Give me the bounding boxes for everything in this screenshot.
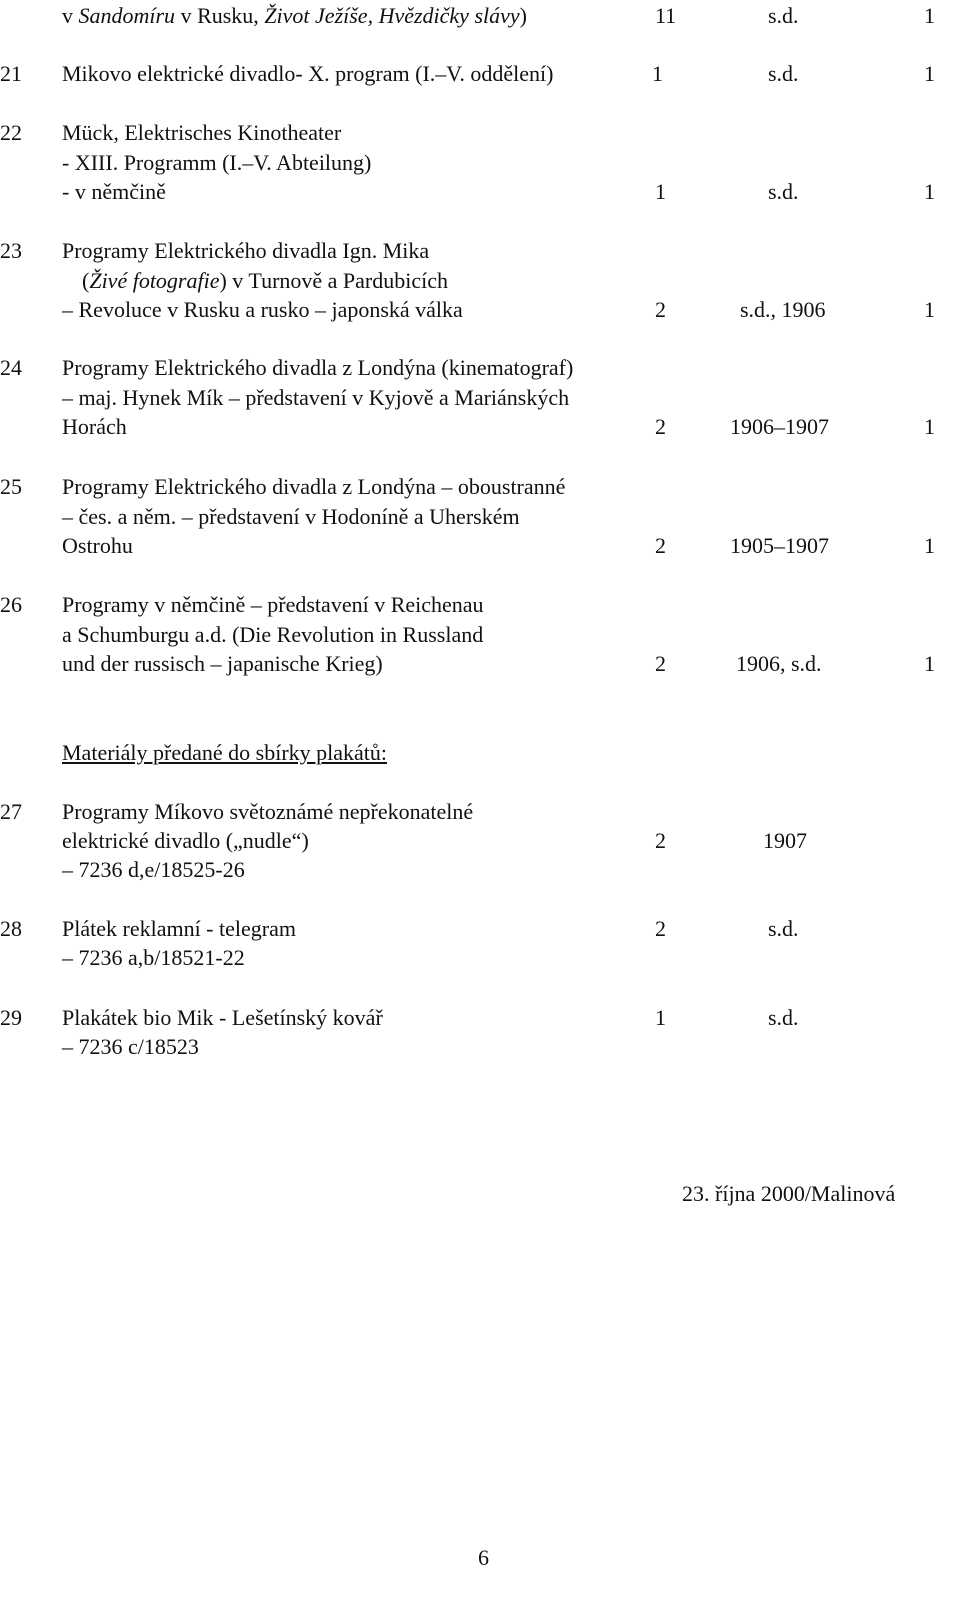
row-26-description-line1: Programy v němčině – představení v Reichenau <box>62 592 484 617</box>
row-26-description-line3: und der russisch – japanische Krieg) <box>62 651 383 676</box>
row-continuation-description: v Sandomíru v Rusku, Život Ježíše, Hvězdičky slávy) <box>62 3 527 28</box>
row-27-description-line2: elektrické divadlo („nudle“) <box>62 828 309 853</box>
row-25-date: 1905–1907 <box>730 533 829 558</box>
row-28-date: s.d. <box>768 916 799 941</box>
row-23-date: s.d., 1906 <box>740 297 826 322</box>
row-23-number: 23 <box>0 238 22 263</box>
row-27-number: 27 <box>0 799 22 824</box>
row-24-volume: 1 <box>924 414 935 439</box>
row-23-count: 2 <box>655 297 666 322</box>
row-29-description-line2: – 7236 c/18523 <box>62 1034 199 1059</box>
row-28-description-line1: Plátek reklamní - telegram <box>62 916 296 941</box>
row-27-description-line1: Programy Míkovo světoznámé nepřekonatelné <box>62 799 474 824</box>
row-22-description-line1: Mück, Elektrisches Kinotheater <box>62 120 342 145</box>
row-28-description-line2: – 7236 a,b/18521-22 <box>62 945 245 970</box>
row-26-date: 1906, s.d. <box>736 651 822 676</box>
row-21-volume: 1 <box>924 61 935 86</box>
row-24-description-line1: Programy Elektrického divadla z Londýna (kinematograf) <box>62 355 574 380</box>
row-26-number: 26 <box>0 592 22 617</box>
section-heading-posters: Materiály předané do sbírky plakátů: <box>62 740 388 765</box>
page-number: 6 <box>478 1545 489 1570</box>
row-25-description-line3: Ostrohu <box>62 533 133 558</box>
row-24-date: 1906–1907 <box>730 414 829 439</box>
row-continuation-volume: 1 <box>924 3 935 28</box>
row-24-description-line3: Horách <box>62 414 127 439</box>
row-23-description-line2: (Živé fotografie) v Turnově a Pardubicích <box>82 268 449 293</box>
row-26-volume: 1 <box>924 651 935 676</box>
row-25-description-line1: Programy Elektrického divadla z Londýna – oboustranné <box>62 474 566 499</box>
row-23-volume: 1 <box>924 297 935 322</box>
row-28-count: 2 <box>655 916 666 941</box>
row-21-description: Mikovo elektrické divadlo- X. program (I.–V. oddělení) <box>62 61 554 86</box>
row-24-number: 24 <box>0 355 22 380</box>
row-29-number: 29 <box>0 1005 22 1030</box>
row-24-description-line2: – maj. Hynek Mík – představení v Kyjově a Mariánských <box>62 385 570 410</box>
row-24-count: 2 <box>655 414 666 439</box>
row-27-description-line3: – 7236 d,e/18525-26 <box>62 857 245 882</box>
row-27-count: 2 <box>655 828 666 853</box>
row-28-number: 28 <box>0 916 22 941</box>
row-22-volume: 1 <box>924 179 935 204</box>
row-21-date: s.d. <box>768 61 799 86</box>
row-25-number: 25 <box>0 474 22 499</box>
row-continuation-count: 11 <box>655 3 677 28</box>
row-22-count: 1 <box>655 179 666 204</box>
row-22-date: s.d. <box>768 179 799 204</box>
row-26-count: 2 <box>655 651 666 676</box>
row-29-date: s.d. <box>768 1005 799 1030</box>
row-23-description-line3: – Revoluce v Rusku a rusko – japonská válka <box>62 297 463 322</box>
row-29-description-line1: Plakátek bio Mik - Lešetínský kovář <box>62 1005 383 1030</box>
row-26-description-line2: a Schumburgu a.d. (Die Revolution in Russland <box>62 622 484 647</box>
row-25-volume: 1 <box>924 533 935 558</box>
row-25-description-line2: – čes. a něm. – představení v Hodoníně a Uherském <box>62 504 520 529</box>
row-22-description-line3: - v němčině <box>62 179 166 204</box>
row-21-count: 1 <box>652 61 663 86</box>
row-22-number: 22 <box>0 120 22 145</box>
row-25-count: 2 <box>655 533 666 558</box>
row-21-number: 21 <box>0 61 22 86</box>
row-29-count: 1 <box>655 1005 666 1030</box>
row-continuation-date: s.d. <box>768 3 799 28</box>
row-23-description-line1: Programy Elektrického divadla Ign. Mika <box>62 238 430 263</box>
footer-date-signature: 23. října 2000/Malinová <box>682 1181 896 1206</box>
row-22-description-line2: - XIII. Programm (I.–V. Abteilung) <box>62 150 372 175</box>
row-27-date: 1907 <box>763 828 807 853</box>
